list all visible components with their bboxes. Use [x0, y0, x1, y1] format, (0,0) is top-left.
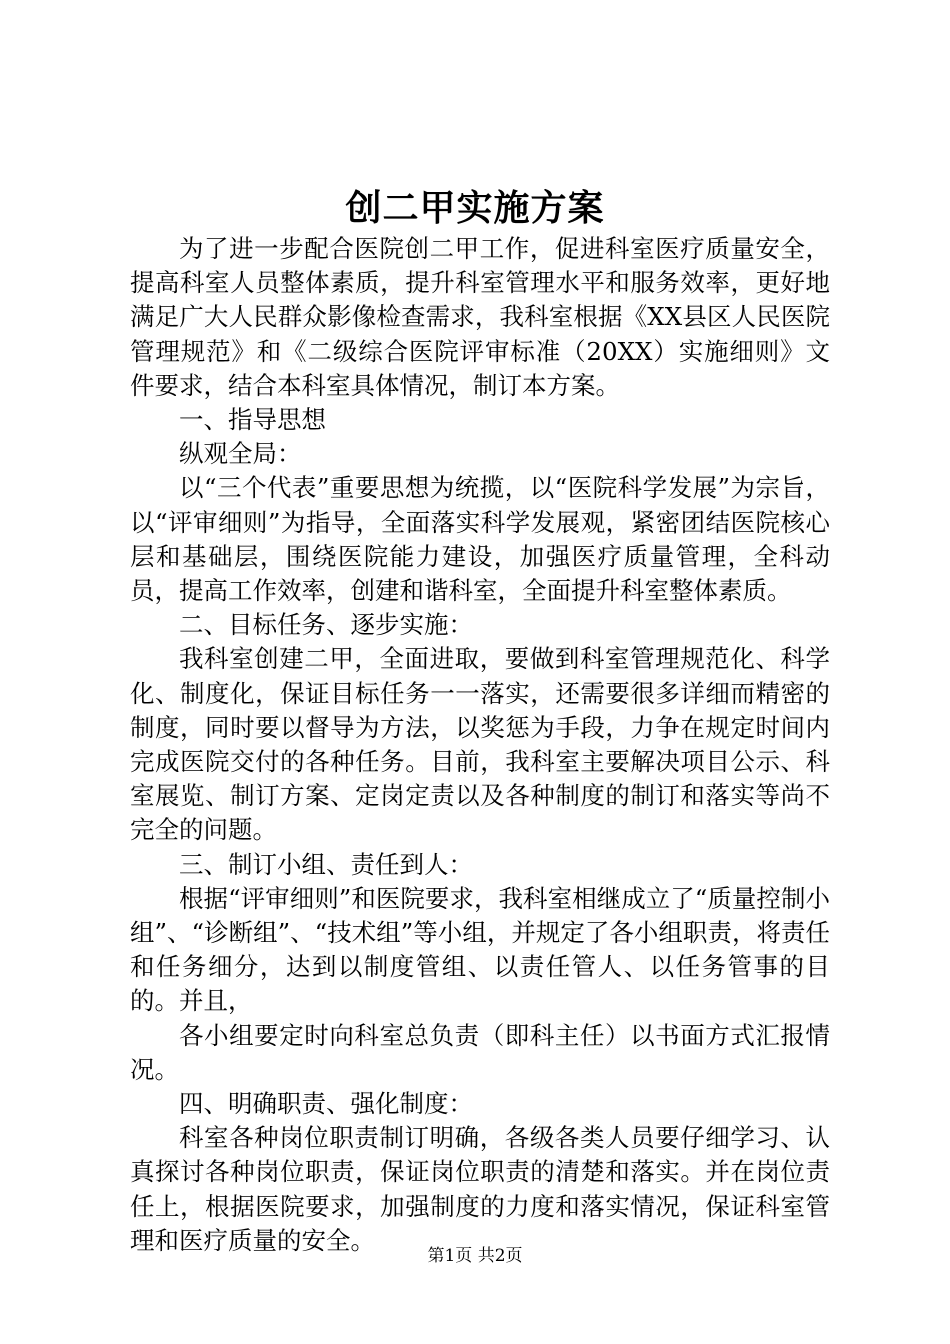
- document-body: [130, 232, 830, 1258]
- document-title: 创二甲实施方案: [345, 187, 605, 229]
- heading-groups: 三、制订小组、责任到人：: [179, 849, 473, 879]
- paragraph-intro: 为了进一步配合医院创二甲工作，促进科室医疗质量安全，提高科室人员整体素质，提升科室管理水平和服务效率，更好地满足广大人民群众影像检查需求，我科室根据《XX县区人民医院管理规范》和《二级综合医院评审标准（20XX）实施细则》文件要求，结合本科室具体情况，制订本方案。: [130, 234, 830, 400]
- subheading-overall: 纵观全局：: [179, 439, 302, 469]
- paragraph-groups: 根据“评审细则”和医院要求，我科室相继成立了“质量控制小组”、“诊断组”、“技术组”等小组，并规定了各小组职责，将责任和任务细分，达到以制度管组、以责任管人、以任务管事的目的。并且，: [130, 883, 830, 1016]
- paragraph-guiding-ideology: 以“三个代表”重要思想为统揽，以“医院科学发展”为宗旨，以“评审细则”为指导，全面落实科学发展观，紧密团结医院核心层和基础层，围绕医院能力建设，加强医疗质量管理，全科动员，提高工作效率，创建和谐科室，全面提升科室整体素质。: [130, 473, 830, 606]
- paragraph-duties: 科室各种岗位职责制订明确，各级各类人员要仔细学习、认真探讨各种岗位职责，保证岗位职责的清楚和落实。并在岗位责任上，根据医院要求，加强制度的力度和落实情况，保证科室管理和医疗质量的安全。: [130, 1123, 830, 1255]
- heading-duties: 四、明确职责、强化制度：: [179, 1089, 473, 1119]
- page-number-footer: 第1页 共2页: [427, 1246, 523, 1266]
- heading-goals: 二、目标任务、逐步实施：: [179, 610, 473, 640]
- paragraph-groups-report: 各小组要定时向科室总负责（即科主任）以书面方式汇报情况。: [130, 1020, 830, 1084]
- heading-guiding-ideology: 一、指导思想: [179, 405, 326, 435]
- paragraph-goals: 我科室创建二甲，全面进取，要做到科室管理规范化、科学化、制度化，保证目标任务一一落实，还需要很多详细而精密的制度，同时要以督导为方法，以奖惩为手段，力争在规定时间内完成医院交付的各种任务。目前，我科室主要解决项目公示、科室展览、制订方案、定岗定责以及各种制度的制订和落实等尚不完全的问题。: [130, 644, 830, 845]
